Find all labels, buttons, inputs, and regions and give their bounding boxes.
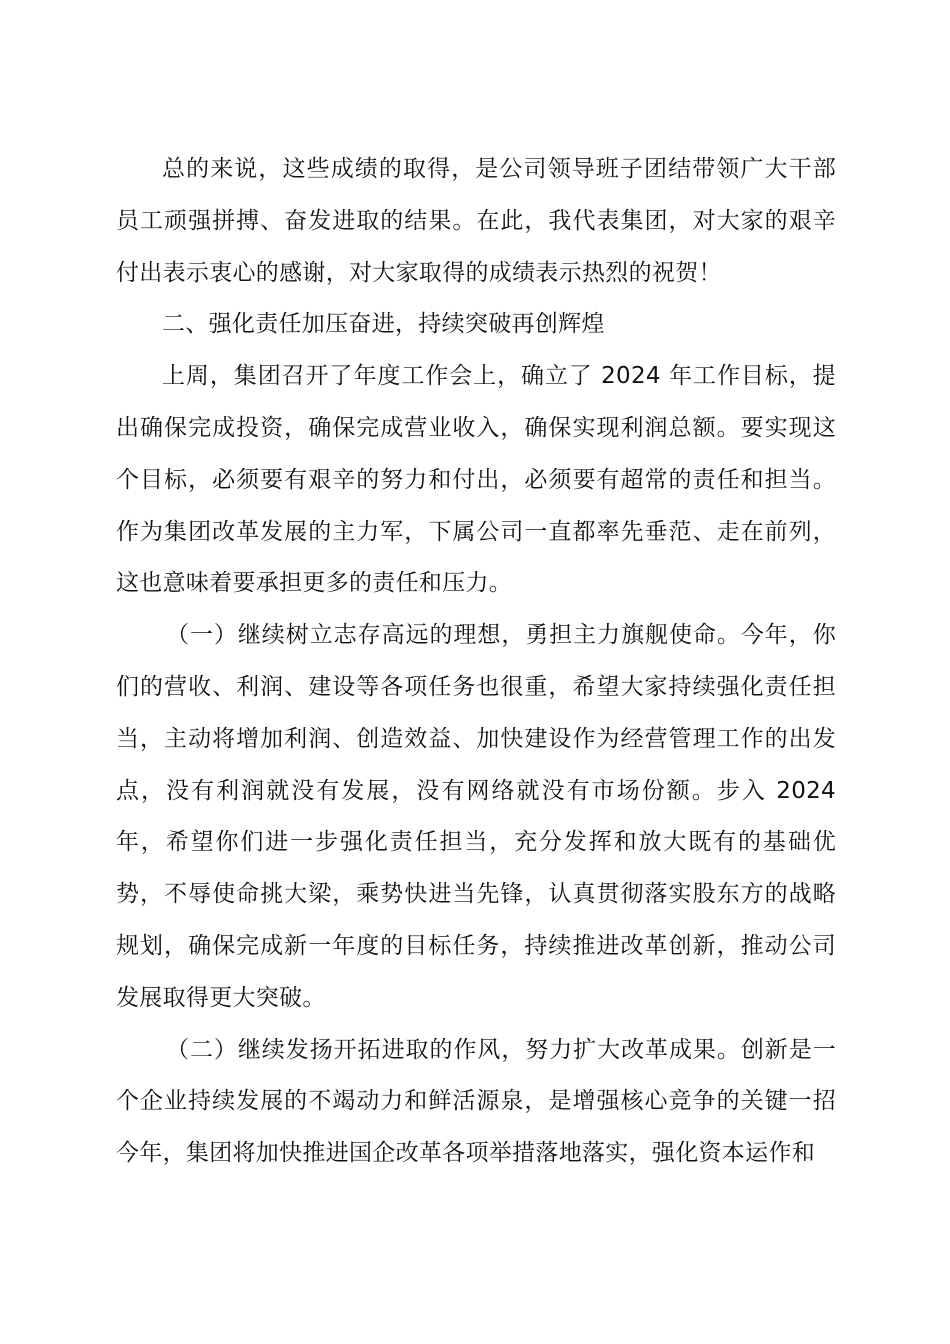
- paragraph-point-1: （一）继续树立志存高远的理想，勇担主力旗舰使命。今年，你们的营收、利润、建设等各项任务也很重，希望大家持续强化责任担当，主动将增加利润、创造效益、加快建设作为经营管理工作的出发点，没有利润就没有发展，没有网络就没有市场份额。步入 2024 年，希望你们进一步强化责任担当，充分发挥和放大既有的基础优势，不辱使命挑大梁，乘势快进当先锋，认真贯彻落实股东方的战略规划，确保完成新一年度的目标任务，持续推进改革创新，推动公司发展取得更大突破。: [116, 622, 836, 1011]
- paragraph-annual-goals: 上周，集团召开了年度工作会上，确立了 2024 年工作目标，提出确保完成投资，确保完成营业收入，确保实现利润总额。要实现这个目标，必须要有艰辛的努力和付出，必须要有超常的责任和担当。作为集团改革发展的主力军，下属公司一直都率先垂范、走在前列，这也意味着要承担更多的责任和压力。: [116, 363, 836, 597]
- paragraph-point-2: （二）继续发扬开拓进取的作风，努力扩大改革成果。创新是一个企业持续发展的不竭动力和鲜活源泉，是增强核心竞争的关键一招今年，集团将加快推进国企改革各项举措落地落实，强化资本运作和: [116, 1036, 836, 1167]
- section-heading-2: 二、强化责任加压奋进，持续突破再创辉煌: [162, 311, 605, 338]
- paragraph-summary: 总的来说，这些成绩的取得，是公司领导班子团结带领广大干部员工顽强拼搏、奋发进取的结果。在此，我代表集团，对大家的艰辛付出表示衷心的感谢，对大家取得的成绩表示热烈的祝贺！: [116, 156, 836, 286]
- document-body: [116, 144, 836, 1180]
